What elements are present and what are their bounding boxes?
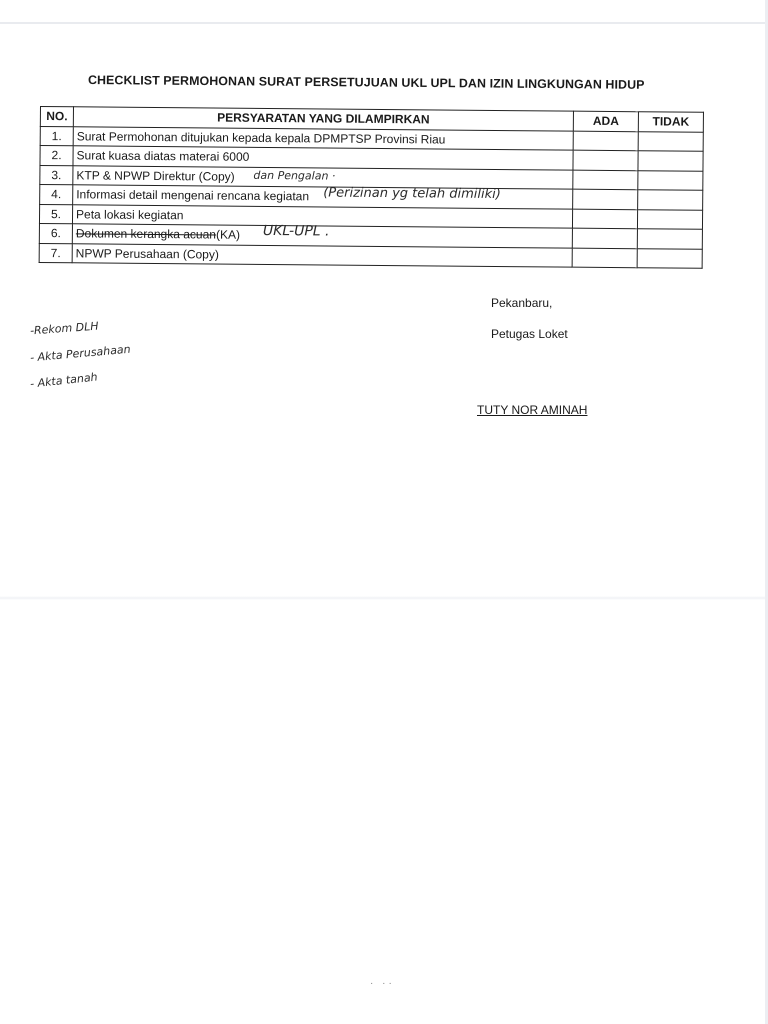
row-requirement (72, 243, 572, 267)
ada-checkbox-cell[interactable] (573, 189, 638, 209)
document-title: CHECKLIST PERMOHONAN SURAT PERSETUJUAN UKL UPL DAN IZIN LINGKUNGAN HIDUP (87, 73, 645, 92)
handwritten-note: - Akta Perusahaan (29, 342, 132, 365)
tidak-checkbox-cell[interactable] (638, 170, 703, 190)
header-no: NO. (40, 107, 73, 127)
handwritten-note: - Akta tanah (29, 370, 99, 391)
tidak-checkbox-cell[interactable] (637, 209, 702, 229)
requirement-text: Surat Permohonan ditujukan kepada kepala DPMPTSP Provinsi Riau (76, 129, 446, 147)
row-number: 3. (40, 165, 73, 185)
tidak-checkbox-cell[interactable] (638, 151, 703, 171)
requirement-text: Informasi detail mengenai rencana kegiatan (76, 187, 310, 204)
ada-checkbox-cell[interactable] (573, 170, 638, 190)
handwritten-annotation: UKL-UPL . (262, 222, 330, 240)
ada-checkbox-cell[interactable] (572, 209, 637, 229)
ada-checkbox-cell[interactable] (573, 150, 638, 170)
ada-checkbox-cell[interactable] (572, 228, 637, 248)
paper-fold (0, 596, 768, 600)
requirement-text: Surat kuasa diatas materai 6000 (76, 148, 250, 165)
handwritten-annotation: (Perizinan yg telah dimiliki) (323, 185, 501, 203)
paper-specks: · ·· (370, 978, 395, 989)
row-number: 1. (40, 126, 73, 146)
row-number: 6. (39, 223, 72, 243)
checklist-table-wrapper (39, 106, 704, 269)
paper-edge (0, 22, 768, 24)
row-number: 2. (40, 146, 73, 166)
row-number: 5. (39, 204, 72, 224)
header-tidak: TIDAK (638, 112, 703, 132)
tidak-checkbox-cell[interactable] (638, 190, 703, 210)
row-number: 4. (40, 185, 73, 205)
requirement-text: NPWP Perusahaan (Copy) (75, 246, 219, 262)
signature-name: TUTY NOR AMINAH (477, 403, 588, 417)
checklist-table (39, 106, 704, 269)
tidak-checkbox-cell[interactable] (637, 229, 702, 249)
handwritten-annotation: dan Pengalan · (253, 168, 336, 183)
handwritten-note: -Rekom DLH (29, 319, 99, 338)
ada-checkbox-cell[interactable] (572, 248, 637, 268)
requirement-text: Peta lokasi kegiatan (75, 207, 184, 223)
struck-text: Dokumen kerangka acuan (75, 226, 217, 242)
tidak-checkbox-cell[interactable] (637, 248, 702, 268)
signature-place: Pekanbaru, (491, 296, 553, 310)
requirement-text: (KA) (215, 227, 241, 242)
signature-role: Petugas Loket (491, 327, 568, 341)
tidak-checkbox-cell[interactable] (638, 131, 703, 151)
requirement-text: KTP & NPWP Direktur (Copy) (76, 168, 235, 184)
header-ada: ADA (573, 111, 638, 131)
header-requirement: PERSYARATAN YANG DILAMPIRKAN (73, 107, 573, 131)
row-number: 7. (39, 243, 72, 263)
ada-checkbox-cell[interactable] (573, 131, 638, 151)
